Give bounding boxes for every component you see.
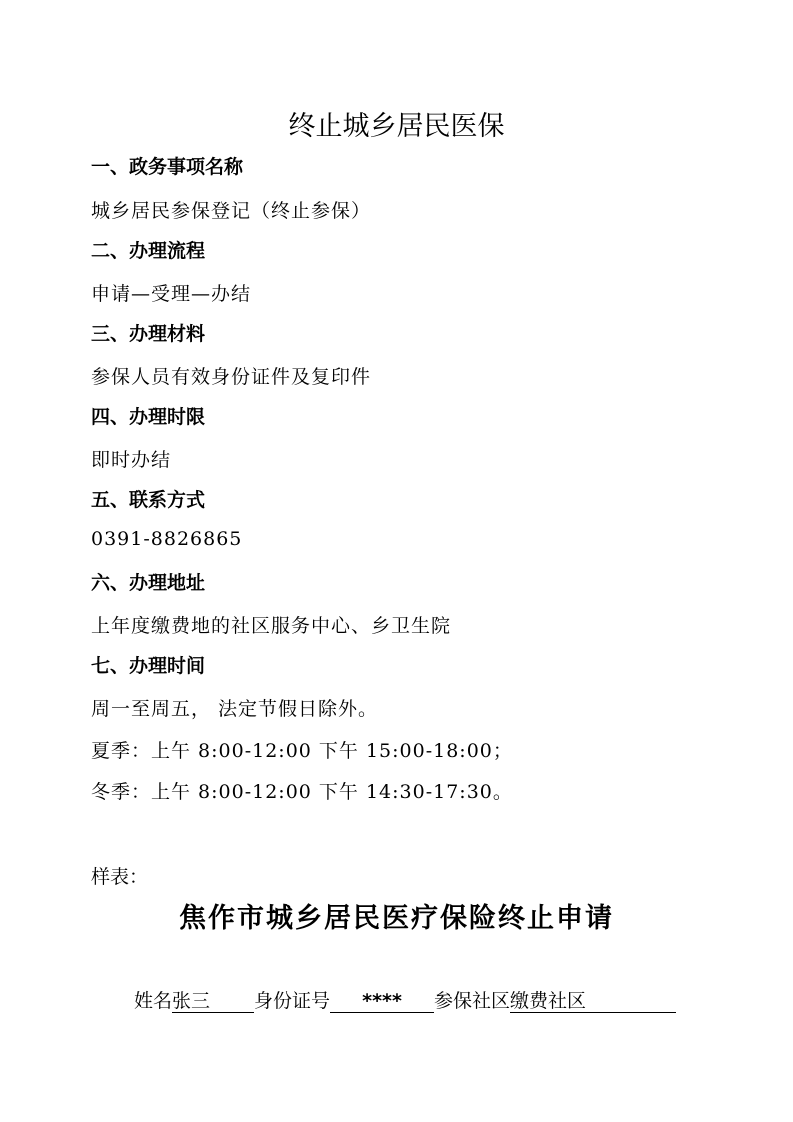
section-heading: 六、办理地址: [91, 572, 206, 594]
sample-label: 样表：: [91, 866, 149, 888]
form-row: [134, 986, 676, 1013]
id-field[interactable]: ****: [330, 990, 434, 1013]
section-heading: 二、办理流程: [91, 240, 206, 262]
form-title: 焦作市城乡居民医疗保险终止申请: [179, 903, 614, 934]
section-heading: 五、联系方式: [91, 489, 206, 511]
section-heading: 七、办理时间: [91, 655, 206, 677]
section-text: 0391-8826865: [91, 528, 243, 550]
section-text: 即时办结: [91, 449, 172, 471]
id-label: 身份证号: [254, 990, 331, 1012]
section-text: 冬季：上午 8:00-12:00 下午 14:30-17:30。: [91, 781, 513, 803]
section-text: 周一至周五， 法定节假日除外。: [91, 698, 379, 720]
section-text: 城乡居民参保登记（终止参保）: [91, 200, 372, 222]
page-title: 终止城乡居民医保: [288, 111, 505, 142]
section-text: 申请—受理—办结: [91, 283, 252, 305]
section-heading: 四、办理时限: [91, 406, 206, 428]
community-field[interactable]: 缴费社区: [510, 990, 676, 1013]
section-text: 上年度缴费地的社区服务中心、乡卫生院: [91, 615, 452, 637]
section-heading: 一、政务事项名称: [91, 156, 244, 178]
community-label: 参保社区: [434, 990, 511, 1012]
section-text: 夏季：上午 8:00-12:00 下午 15:00-18:00；: [91, 740, 513, 762]
section-heading: 三、办理材料: [91, 323, 206, 345]
section-text: 参保人员有效身份证件及复印件: [91, 366, 372, 388]
name-field[interactable]: 张三: [172, 990, 254, 1013]
name-label: 姓名: [134, 990, 173, 1012]
